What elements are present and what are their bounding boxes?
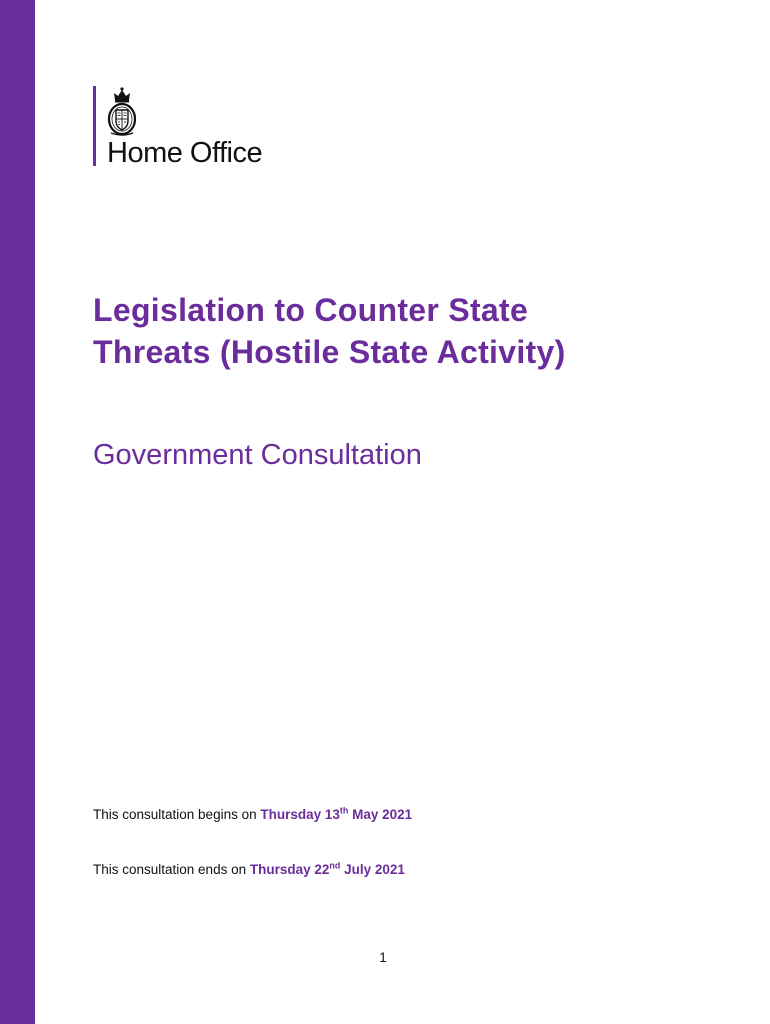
begins-date bbox=[260, 807, 412, 822]
begins-date-main: Thursday 13 bbox=[260, 807, 340, 822]
royal-coat-of-arms-icon bbox=[107, 86, 137, 138]
consultation-ends bbox=[93, 861, 405, 879]
document-title bbox=[93, 289, 713, 373]
logo-rule bbox=[93, 86, 96, 166]
title-line-2: Threats (Hostile State Activity) bbox=[93, 334, 566, 370]
ends-date bbox=[250, 862, 405, 877]
begins-date-ordinal: th bbox=[339, 805, 349, 816]
title-line-1: Legislation to Counter State bbox=[93, 292, 529, 328]
department-name: Home Office bbox=[107, 137, 263, 169]
page-number bbox=[0, 949, 770, 967]
ends-prefix: This consultation ends on bbox=[93, 862, 250, 877]
page-number-value: 1 bbox=[379, 950, 387, 965]
ends-date-ordinal: nd bbox=[329, 860, 341, 871]
begins-prefix: This consultation begins on bbox=[93, 807, 261, 822]
document-subtitle: Government Consultation bbox=[93, 439, 422, 471]
begins-date-rest: May 2021 bbox=[348, 807, 413, 822]
ends-date-rest: July 2021 bbox=[340, 862, 405, 877]
home-office-logo bbox=[93, 86, 303, 169]
ends-date-main: Thursday 22 bbox=[249, 862, 330, 877]
consultation-begins bbox=[93, 806, 412, 824]
left-color-band bbox=[0, 0, 35, 1024]
